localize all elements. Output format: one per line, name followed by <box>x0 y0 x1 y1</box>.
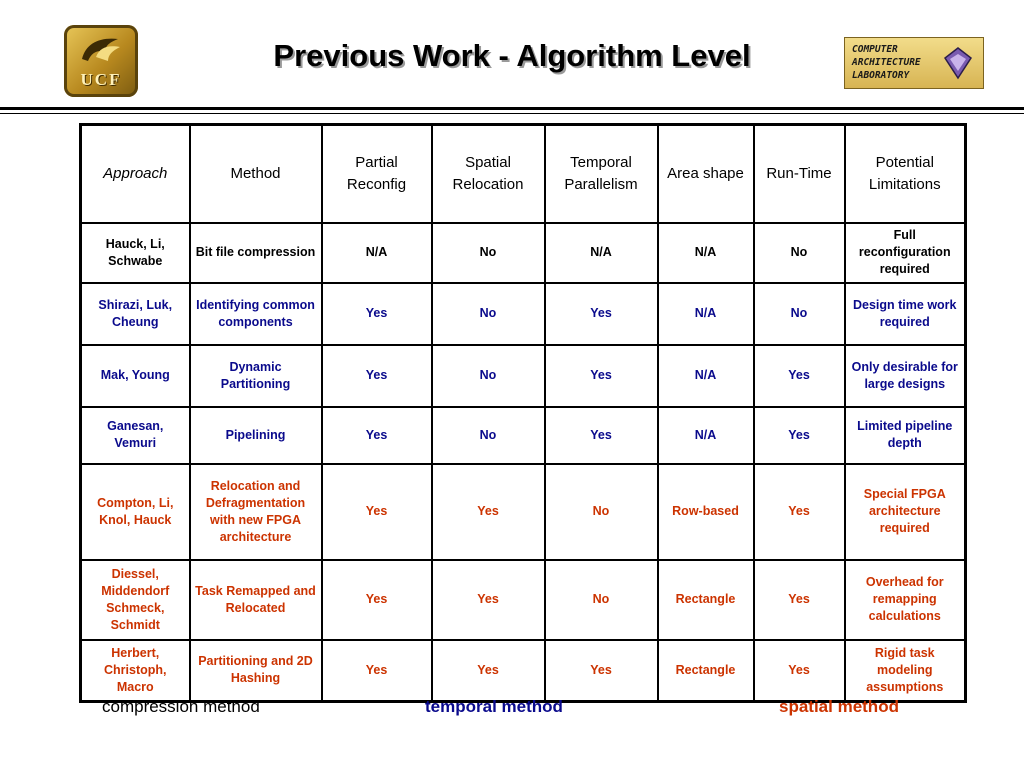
cell-potential-limitations: Limited pipeline depth <box>845 407 966 464</box>
cell-partial-reconfig: Yes <box>322 407 432 464</box>
cell-approach: Diessel, Middendorf Schmeck, Schmidt <box>81 560 190 640</box>
legend-spatial-method: spatial method <box>779 697 899 716</box>
column-header-approach: Approach <box>81 125 190 223</box>
cell-method: Bit file compression <box>190 223 322 283</box>
ucf-logo-letters: UCF <box>80 70 122 89</box>
cell-run-time: Yes <box>754 560 845 640</box>
cell-method: Identifying common components <box>190 283 322 345</box>
cell-method: Task Remapped and Relocated <box>190 560 322 640</box>
cell-spatial-relocation: Yes <box>432 560 545 640</box>
cell-temporal-parallelism: No <box>545 464 658 560</box>
cell-temporal-parallelism: N/A <box>545 223 658 283</box>
cell-spatial-relocation: No <box>432 223 545 283</box>
lab-logo-line: ARCHITECTURE <box>852 57 921 68</box>
cell-potential-limitations: Special FPGA architecture required <box>845 464 966 560</box>
column-header-partial-reconfig: Partial Reconfig <box>322 125 432 223</box>
cell-area-shape: N/A <box>658 345 754 407</box>
cell-area-shape: Rectangle <box>658 560 754 640</box>
cell-approach: Herbert, Christoph, Macro <box>81 640 190 702</box>
cell-temporal-parallelism: Yes <box>545 640 658 702</box>
cell-potential-limitations: Only desirable for large designs <box>845 345 966 407</box>
lab-logo <box>844 37 984 89</box>
cell-area-shape: Row-based <box>658 464 754 560</box>
cell-partial-reconfig: Yes <box>322 345 432 407</box>
cell-area-shape: N/A <box>658 407 754 464</box>
cell-approach: Hauck, Li, Schwabe <box>81 223 190 283</box>
header-divider-thin <box>0 113 1024 114</box>
cell-run-time: Yes <box>754 345 845 407</box>
pegasus-icon <box>78 33 124 67</box>
lab-logo-line: LABORATORY <box>852 70 910 81</box>
cell-spatial-relocation: No <box>432 407 545 464</box>
cell-run-time: No <box>754 283 845 345</box>
table-row <box>81 560 966 640</box>
cell-approach: Shirazi, Luk, Cheung <box>81 283 190 345</box>
column-header-potential-limitations: Potential Limitations <box>845 125 966 223</box>
table-row <box>81 464 966 560</box>
cell-potential-limitations: Overhead for remapping calculations <box>845 560 966 640</box>
legend-compression-method: compression method <box>102 697 260 716</box>
table-row <box>81 640 966 702</box>
cell-approach: Ganesan, Vemuri <box>81 407 190 464</box>
cell-spatial-relocation: Yes <box>432 464 545 560</box>
cell-spatial-relocation: No <box>432 345 545 407</box>
chip-icon <box>943 46 973 80</box>
table-row <box>81 345 966 407</box>
cell-temporal-parallelism: Yes <box>545 283 658 345</box>
comparison-table <box>79 123 964 702</box>
cell-potential-limitations: Design time work required <box>845 283 966 345</box>
cell-method: Relocation and Defragmentation with new FPGA architecture <box>190 464 322 560</box>
cell-partial-reconfig: Yes <box>322 283 432 345</box>
cell-run-time: Yes <box>754 407 845 464</box>
column-header-spatial-relocation: Spatial Relocation <box>432 125 545 223</box>
cell-temporal-parallelism: Yes <box>545 407 658 464</box>
table-header-row <box>81 125 966 223</box>
cell-temporal-parallelism: No <box>545 560 658 640</box>
cell-partial-reconfig: N/A <box>322 223 432 283</box>
cell-potential-limitations: Rigid task modeling assumptions <box>845 640 966 702</box>
page-title: Previous Work - Algorithm Level <box>273 38 751 73</box>
column-header-run-time: Run-Time <box>754 125 845 223</box>
cell-method: Partitioning and 2D Hashing <box>190 640 322 702</box>
cell-run-time: Yes <box>754 640 845 702</box>
ucf-logo <box>64 25 138 97</box>
table-row <box>81 223 966 283</box>
cell-method: Pipelining <box>190 407 322 464</box>
cell-run-time: No <box>754 223 845 283</box>
cell-area-shape: N/A <box>658 223 754 283</box>
lab-logo-line: COMPUTER <box>852 44 898 55</box>
cell-approach: Compton, Li, Knol, Hauck <box>81 464 190 560</box>
cell-partial-reconfig: Yes <box>322 464 432 560</box>
cell-area-shape: Rectangle <box>658 640 754 702</box>
cell-method: Dynamic Partitioning <box>190 345 322 407</box>
cell-area-shape: N/A <box>658 283 754 345</box>
cell-partial-reconfig: Yes <box>322 640 432 702</box>
cell-potential-limitations: Full reconfiguration required <box>845 223 966 283</box>
lab-logo-text <box>852 43 921 82</box>
table-row <box>81 283 966 345</box>
cell-approach: Mak, Young <box>81 345 190 407</box>
cell-run-time: Yes <box>754 464 845 560</box>
header-divider <box>0 107 1024 110</box>
legend-temporal-method: temporal method <box>425 697 563 716</box>
table-row <box>81 407 966 464</box>
column-header-method: Method <box>190 125 322 223</box>
column-header-temporal-parallelism: Temporal Parallelism <box>545 125 658 223</box>
cell-spatial-relocation: Yes <box>432 640 545 702</box>
cell-temporal-parallelism: Yes <box>545 345 658 407</box>
column-header-area-shape: Area shape <box>658 125 754 223</box>
cell-partial-reconfig: Yes <box>322 560 432 640</box>
cell-spatial-relocation: No <box>432 283 545 345</box>
